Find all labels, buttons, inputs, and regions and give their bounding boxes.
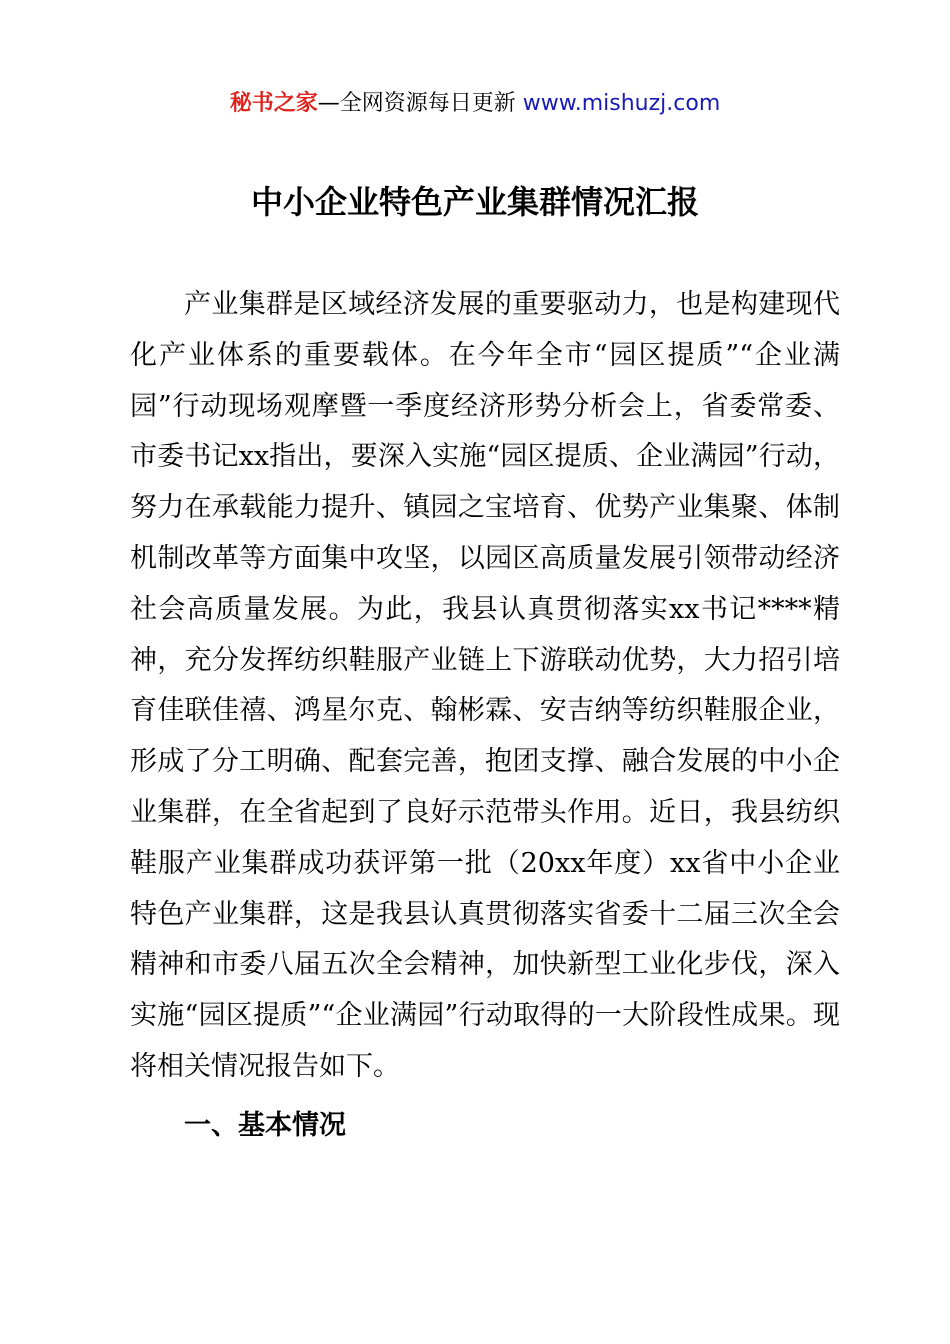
body-paragraph: 产业集群是区域经济发展的重要驱动力，也是构建现代化产业体系的重要载体。在今年全市“园区提质”“企业满园”行动现场观摩暨一季度经济形势分析会上，省委常委、市委书记xx指出，要深入实施“园区提质、企业满园”行动，努力在承载能力提升、镇园之宝培育、优势产业集聚、体制机制改革等方面集中攻坚，以园区高质量发展引领带动经济社会高质量发展。为此，我县认真贯彻落实xx书记****精神，充分发挥纺织鞋服产业链上下游联动优势，大力招引培育佳联佳禧、鸿星尔克、翰彬霖、安吉纳等纺织鞋服企业，形成了分工明确、配套完善，抱团支撑、融合发展的中小企业集群，在全省起到了良好示范带头作用。近日，我县纺织鞋服产业集群成功获评第一批（20xx年度）xx省中小企业特色产业集群，这是我县认真贯彻落实省委十二届三次全会精神和市委八届五次全会精神，加快新型工业化步伐，深入实施“园区提质”“企业满园”行动取得的一大阶段性成果。现将相关情况报告如下。 [130, 289, 840, 1082]
site-header [0, 88, 950, 120]
header-tagline: —全网资源每日更新 [317, 91, 523, 116]
site-url-link[interactable]: www.mishuzj.com [522, 91, 721, 116]
brand-name: 秘书之家 [229, 91, 318, 116]
document-title: 中小企业特色产业集群情况汇报 [250, 183, 699, 221]
section-heading: 一、基本情况 [184, 1110, 346, 1141]
